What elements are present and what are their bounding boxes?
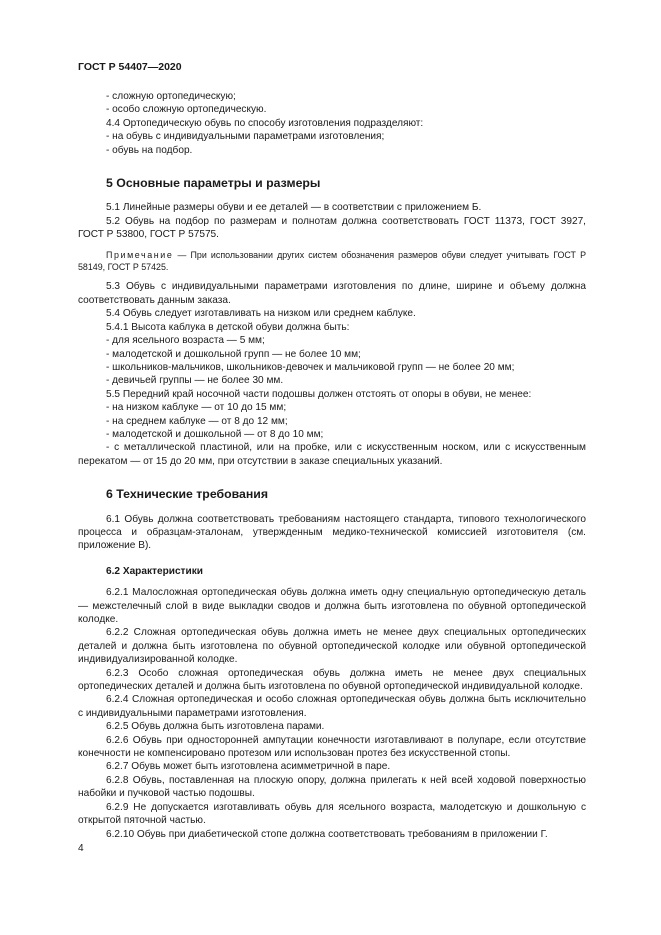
list-item: - на низком каблуке — от 10 до 15 мм; bbox=[106, 402, 287, 414]
note bbox=[78, 249, 586, 274]
list-item: - для ясельного возраста — 5 мм; bbox=[106, 335, 265, 347]
clause-6-2-4: 6.2.4 Сложная ортопедическая и особо сложная ортопедическая обувь должна быть исключительно с индивидуальными параметрами изготовления. bbox=[78, 694, 586, 719]
clause-5-5: 5.5 Передний край носочной части подошвы должен отстоять от опоры в обуви, не менее: bbox=[106, 388, 532, 400]
list-item: - особо сложную ортопедическую. bbox=[106, 104, 267, 116]
clause-5-1: 5.1 Линейные размеры обуви и ее деталей — в соответствии с приложением Б. bbox=[106, 202, 482, 214]
clause-6-2-10: 6.2.10 Обувь при диабетической стопе должна соответствовать требованиям в приложении Г. bbox=[106, 828, 548, 840]
section-5-heading: 5 Основные параметры и размеры bbox=[106, 176, 321, 191]
list-item: - обувь на подбор. bbox=[106, 144, 193, 156]
clause-6-2-8: 6.2.8 Обувь, поставленная на плоскую опору, должна прилегать к ней всей ходовой поверхностью набойки и пучковой частью подошвы. bbox=[78, 774, 586, 800]
section-6-heading: 6 Технические требования bbox=[106, 487, 268, 502]
list-item: - девичьей группы — не более 30 мм. bbox=[106, 375, 284, 387]
clause-5-4: 5.4 Обувь следует изготавливать на низком или среднем каблуке. bbox=[106, 308, 416, 320]
note-label: Примечание bbox=[106, 249, 174, 260]
clause-6-2-3: 6.2.3 Особо сложная ортопедическая обувь должна иметь не менее двух специальных ортопедических деталей и должна быть изготовлена по обувной ортопедической индивидуальной колодке. bbox=[78, 667, 586, 693]
list-item: - на обувь с индивидуальными параметрами изготовления; bbox=[106, 131, 385, 143]
clause-6-2-7: 6.2.7 Обувь может быть изготовлена асимметричной в паре. bbox=[106, 761, 391, 773]
document-body bbox=[78, 90, 586, 841]
list-item: - школьников-мальчиков, школьников-девочек и мальчиковой групп — не более 20 мм; bbox=[106, 361, 515, 373]
clause-5-4-1: 5.4.1 Высота каблука в детской обуви должна быть: bbox=[106, 321, 350, 333]
document-header: ГОСТ Р 54407—2020 bbox=[78, 61, 182, 73]
list-item: - на среднем каблуке — от 8 до 12 мм; bbox=[106, 415, 288, 427]
clause-6-2-1: 6.2.1 Малосложная ортопедическая обувь должна иметь одну специальную ортопедическую деталь — межстелечный слой в виде выкладки сводов и должна быть изготовлена по обувной ортопедической колодке. bbox=[78, 587, 586, 625]
clause-6-2-5: 6.2.5 Обувь должна быть изготовлена парами. bbox=[106, 721, 325, 733]
clause-6-2-9: 6.2.9 Не допускается изготавливать обувь для ясельного возраста, малодетскую и дошкольную с открытой пяточной частью. bbox=[78, 801, 586, 827]
clause-5-3: 5.3 Обувь с индивидуальными параметрами изготовления по длине, ширине и объему должна соответствовать данным заказа. bbox=[78, 281, 586, 306]
clause-6-1: 6.1 Обувь должна соответствовать требованиям настоящего стандарта, типового технологического процесса и образцам-эталонам, утвержденным медико-технической комиссией изготовителя (см. приложение В). bbox=[78, 513, 586, 552]
list-item: - малодетской и дошкольной групп — не более 10 мм; bbox=[106, 348, 361, 360]
list-item: - с металлической пластиной, или на пробке, или с искусственным носком, или с искусственным перекатом — от 15 до 20 мм, при отсутствии в заказе специальных указаний. bbox=[78, 442, 586, 467]
list-item: - сложную ортопедическую; bbox=[106, 91, 236, 102]
clause-5-2: 5.2 Обувь на подбор по размерам и полнотам должна соответствовать ГОСТ 11373, ГОСТ 3927, ГОСТ Р 53800, ГОСТ Р 57575. bbox=[78, 215, 586, 241]
subsection-6-2-heading: 6.2 Характеристики bbox=[106, 565, 203, 577]
clause-4-4: 4.4 Ортопедическую обувь по способу изготовления подразделяют: bbox=[106, 117, 424, 129]
note-text: — При использовании других систем обозначения размеров обуви следует учитывать ГОСТ Р 58149, ГОСТ Р 57425. bbox=[78, 249, 586, 273]
clause-6-2-6: 6.2.6 Обувь при односторонней ампутации конечности изготавливают в полупаре, если отсутствие конечности не компенсировано протезом или использован протез без искусственной стопы. bbox=[78, 734, 586, 760]
list-item: - малодетской и дошкольной — от 8 до 10 мм; bbox=[106, 428, 324, 440]
page-number: 4 bbox=[78, 843, 84, 854]
clause-6-2-2: 6.2.2 Сложная ортопедическая обувь должна иметь не менее двух специальных ортопедических деталей и должна быть изготовлена по обувной ортопедической колодке или обувной ортопедической индивидуализированной колодке. bbox=[78, 627, 586, 666]
